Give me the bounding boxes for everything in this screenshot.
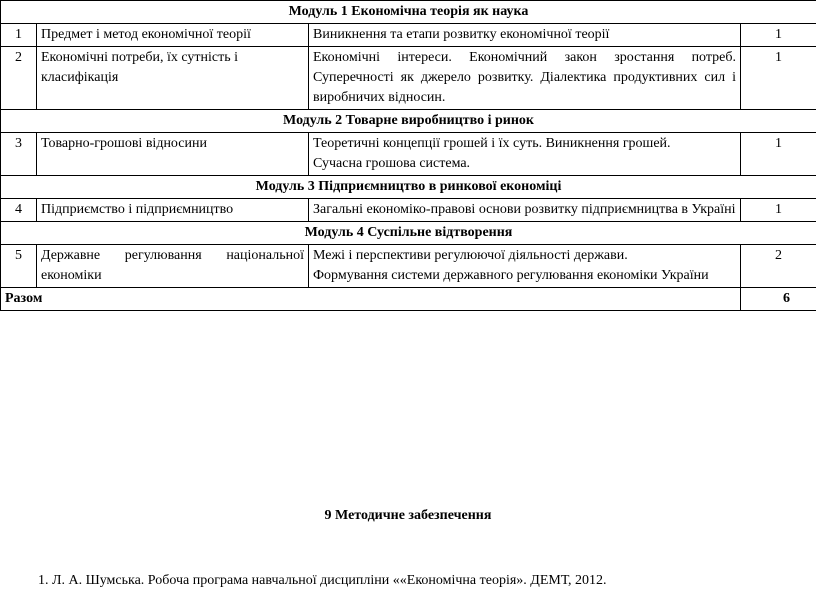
row-content (309, 245, 741, 288)
row-topic: Підприємство і підприємництво (37, 199, 309, 222)
row-content-line: Теоретичні концепції грошей і їх суть. Виникнення грошей. (313, 136, 671, 151)
module-header (1, 110, 816, 133)
module-title: Модуль 3 Підприємництво в ринкової економіці (1, 176, 816, 199)
module-title: Модуль 4 Суспільне відтворення (1, 222, 816, 245)
reference-item: 1. Л. А. Шумська. Робоча програма навчальної дисципліни ««Економічна теорія». ДЕМТ, 2012. (38, 573, 607, 588)
row-content (309, 133, 741, 176)
row-number: 4 (1, 199, 37, 222)
section-title: 9 Методичне забезпечення (324, 508, 492, 523)
module-header (1, 222, 816, 245)
module-header (1, 1, 816, 24)
row-content-line: Сучасна грошова система. (313, 156, 471, 171)
module-header (1, 176, 816, 199)
row-number: 3 (1, 133, 37, 176)
row-content-line: Економічні інтереси. Економічний закон зростання потреб. Суперечності як джерело розвитку. Діалектика продуктивних сил і виробничих відносин. (313, 50, 736, 105)
row-hours: 1 (741, 199, 816, 222)
row-number: 1 (1, 24, 37, 47)
row-content-line: Загальні економіко-правові основи розвитку підприємництва в Україні (313, 202, 736, 217)
table-row (1, 47, 816, 110)
row-topic: Предмет і метод економічної теорії (37, 24, 309, 47)
row-content-line: Виникнення та етапи розвитку економічної теорії (313, 27, 610, 42)
table-row (1, 245, 816, 288)
row-content (309, 199, 741, 222)
row-number: 2 (1, 47, 37, 110)
row-topic: Економічні потреби, їх сутність і класифікація (37, 47, 309, 110)
row-topic: Товарно-грошові відносини (37, 133, 309, 176)
table-row (1, 133, 816, 176)
row-hours: 1 (741, 24, 816, 47)
row-hours: 1 (741, 47, 816, 110)
row-topic: Державне регулювання національної економіки (37, 245, 309, 288)
row-number: 5 (1, 245, 37, 288)
row-content-line: Межі і перспективи регулюючої діяльності держави. (313, 248, 628, 263)
module-title: Модуль 1 Економічна теорія як наука (1, 1, 816, 24)
row-content (309, 24, 741, 47)
total-row (1, 288, 816, 311)
module-title: Модуль 2 Товарне виробництво і ринок (1, 110, 816, 133)
total-label: Разом (1, 288, 741, 311)
row-hours: 1 (741, 133, 816, 176)
row-content (309, 47, 741, 110)
table-row (1, 199, 816, 222)
row-content-line: Формування системи державного регулювання економіки України (313, 268, 709, 283)
table-row (1, 24, 816, 47)
row-hours: 2 (741, 245, 816, 288)
total-hours: 6 (741, 288, 816, 311)
